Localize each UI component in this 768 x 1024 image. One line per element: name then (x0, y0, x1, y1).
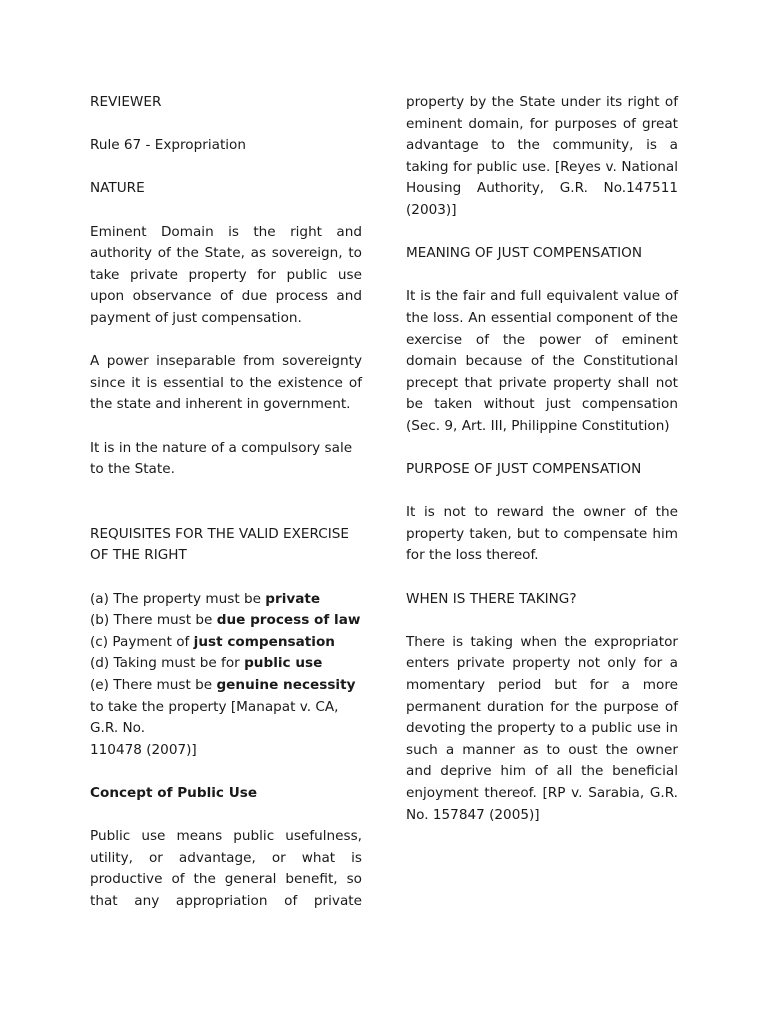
purpose-paragraph: It is not to reward the owner of the property taken, but to compensate him for the loss thereof. (406, 504, 678, 564)
requisite-item: (b) There must be due process of law (90, 612, 361, 629)
requisites-citation-3: 110478 (2007)] (90, 741, 197, 758)
nature-heading: NATURE (90, 180, 145, 197)
public-use-continued: property by the State under its right of eminent domain, for purposes of great advantage to the community, is a taking for public use. [Reyes v. National Housing Authority, G.R. No.147511 (2003)] (406, 94, 678, 218)
public-use-paragraph: Public use means public usefulness, utility, or advantage, or what is productive of the general benefit, so that any appropriation of private (90, 828, 362, 909)
requisite-item: (e) There must be genuine necessity (90, 677, 356, 694)
left-column (90, 92, 362, 934)
nature-paragraph-2: A power inseparable from sovereignty since it is essential to the existence of the state and inherent in government. (90, 353, 362, 413)
nature-paragraph-3: It is in the nature of a compulsory sale to the State. (90, 439, 353, 478)
public-use-heading: Concept of Public Use (90, 785, 258, 801)
meaning-heading: MEANING OF JUST COMPENSATION (406, 245, 643, 262)
nature-paragraph-1: Eminent Domain is the right and authority of the State, as sovereign, to take private property for public use upon observance of due process and payment of just compensation. (90, 223, 362, 326)
requisites-citation-2: G.R. No. (90, 720, 146, 737)
requisites-list (90, 589, 362, 762)
purpose-heading: PURPOSE OF JUST COMPENSATION (406, 461, 642, 478)
requisites-citation-1: to take the property [Manapat v. CA, (90, 698, 339, 715)
meaning-paragraph: It is the fair and full equivalent value of the loss. An essential component of the exercise of the power of eminent domain because of the Constitutional precept that private property shall not be taken without just compensation (Sec. 9, Art. III, Philippine Constitution) (406, 288, 678, 434)
taking-paragraph: There is taking when the expropriator enters private property not only for a momentary period but for a more permanent duration for the purpose of devoting the property to a public use in such a manner as to oust the owner and deprive him of all the beneficial enjoyment thereof. [RP v. Sarabia, G.R. No. 157847 (2005)] (406, 633, 678, 823)
taking-heading: WHEN IS THERE TAKING? (406, 590, 577, 607)
requisite-item: (a) The property must be private (90, 590, 321, 607)
requisites-heading: REQUISITES FOR THE VALID EXERCISE OF THE RIGHT (90, 525, 349, 564)
requisite-item: (d) Taking must be for public use (90, 655, 323, 672)
rule-heading: Rule 67 - Expropriation (90, 137, 246, 154)
requisite-item: (c) Payment of just compensation (90, 633, 335, 650)
right-column (406, 92, 678, 848)
document-title: REVIEWER (90, 94, 162, 110)
